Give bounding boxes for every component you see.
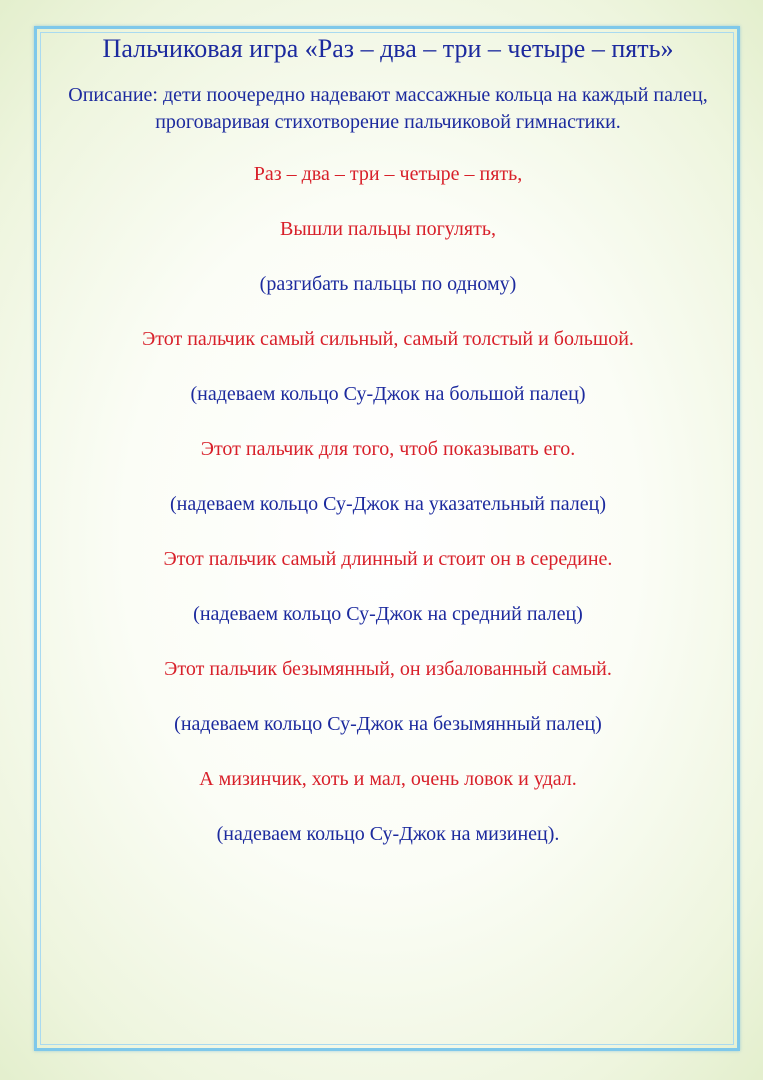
poem-verse-line: Раз – два – три – четыре – пять, [253, 163, 523, 185]
poem-instruction-line: (надеваем кольцо Су-Джок на безымянный палец) [174, 713, 602, 735]
poem-instruction-line: (надеваем кольцо Су-Джок на указательный палец) [170, 493, 606, 515]
poem-verse-line: Этот пальчик самый сильный, самый толстый и большой. [142, 328, 634, 350]
poem-lines [48, 147, 728, 862]
document-description: Описание: дети поочередно надевают массажные кольца на каждый палец, проговаривая стихотворение пальчиковой гимнастики. [68, 84, 708, 133]
poem-instruction-line: (надеваем кольцо Су-Джок на средний палец) [193, 603, 583, 625]
poem-verse-line: Этот пальчик самый длинный и стоит он в середине. [163, 548, 613, 570]
poem-verse-line: Вышли пальцы погулять, [280, 218, 496, 240]
poem-instruction-line: (надеваем кольцо Су-Джок на большой палец) [190, 383, 586, 405]
poem-verse-line: А мизинчик, хоть и мал, очень ловок и удал. [199, 768, 577, 790]
poem-instruction-line: (разгибать пальцы по одному) [259, 273, 517, 295]
poem-instruction-line: (надеваем кольцо Су-Джок на мизинец). [216, 823, 560, 845]
document-content [48, 30, 728, 862]
poem-verse-line: Этот пальчик для того, чтоб показывать его. [200, 438, 576, 460]
poem-verse-line: Этот пальчик безымянный, он избалованный самый. [164, 658, 612, 680]
document-title: Пальчиковая игра «Раз – два – три – четыре – пять» [102, 34, 674, 63]
